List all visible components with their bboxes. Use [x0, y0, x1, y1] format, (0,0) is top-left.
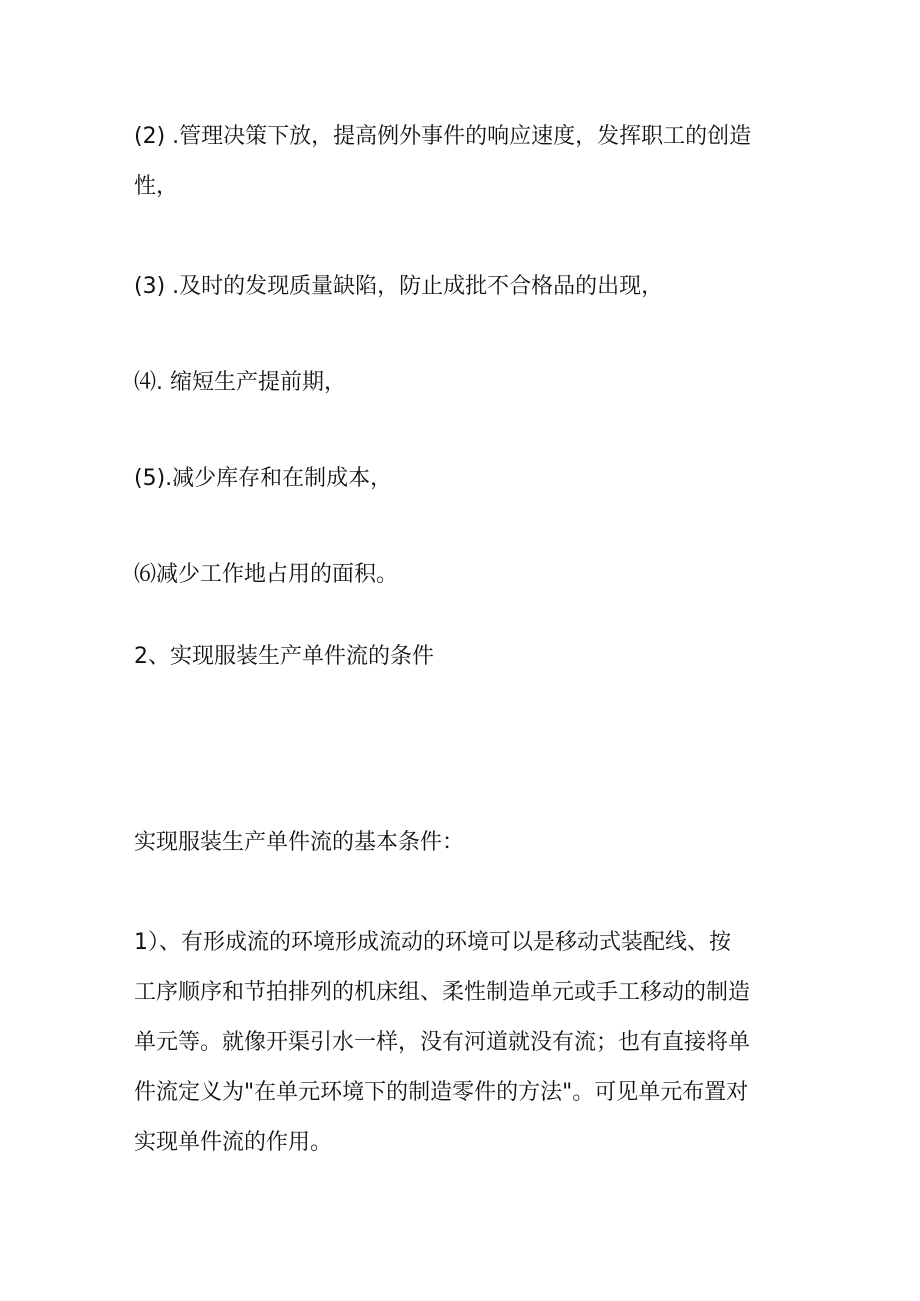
list-item-3: (3) .及时的发现质量缺陷，防止成批不合格品的出现， — [134, 274, 664, 299]
list-item-2-line1: (2) .管理决策下放，提高例外事件的响应速度，发挥职工的创造 — [134, 124, 752, 149]
condition-1-line: 实现单件流的作用。 — [134, 1130, 333, 1155]
condition-1-line: 单元等。就像开渠引水一样，没有河道就没有流；也有直接将单 — [134, 1030, 751, 1055]
condition-1-line: 件流定义为"在单元环境下的制造零件的方法"。可见单元布置对 — [134, 1080, 749, 1105]
condition-1-paragraph — [134, 918, 794, 1168]
list-item-4: ⑷. 缩短生产提前期， — [134, 370, 346, 395]
condition-1-line: 1）、有形成流的环境形成流动的环境可以是移动式装配线、按 — [134, 930, 731, 955]
section-heading: 2、实现服装生产单件流的条件 — [134, 644, 434, 669]
basic-conditions-label: 实现服装生产单件流的基本条件： — [134, 830, 465, 855]
list-item-5: (5).减少库存和在制成本， — [134, 466, 393, 491]
list-item-2-line2: 性， — [134, 174, 179, 199]
list-item-6: ⑹减少工作地占用的面积。 — [134, 562, 399, 587]
condition-1-line: 工序顺序和节拍排列的机床组、柔性制造单元或手工移动的制造 — [134, 980, 751, 1005]
